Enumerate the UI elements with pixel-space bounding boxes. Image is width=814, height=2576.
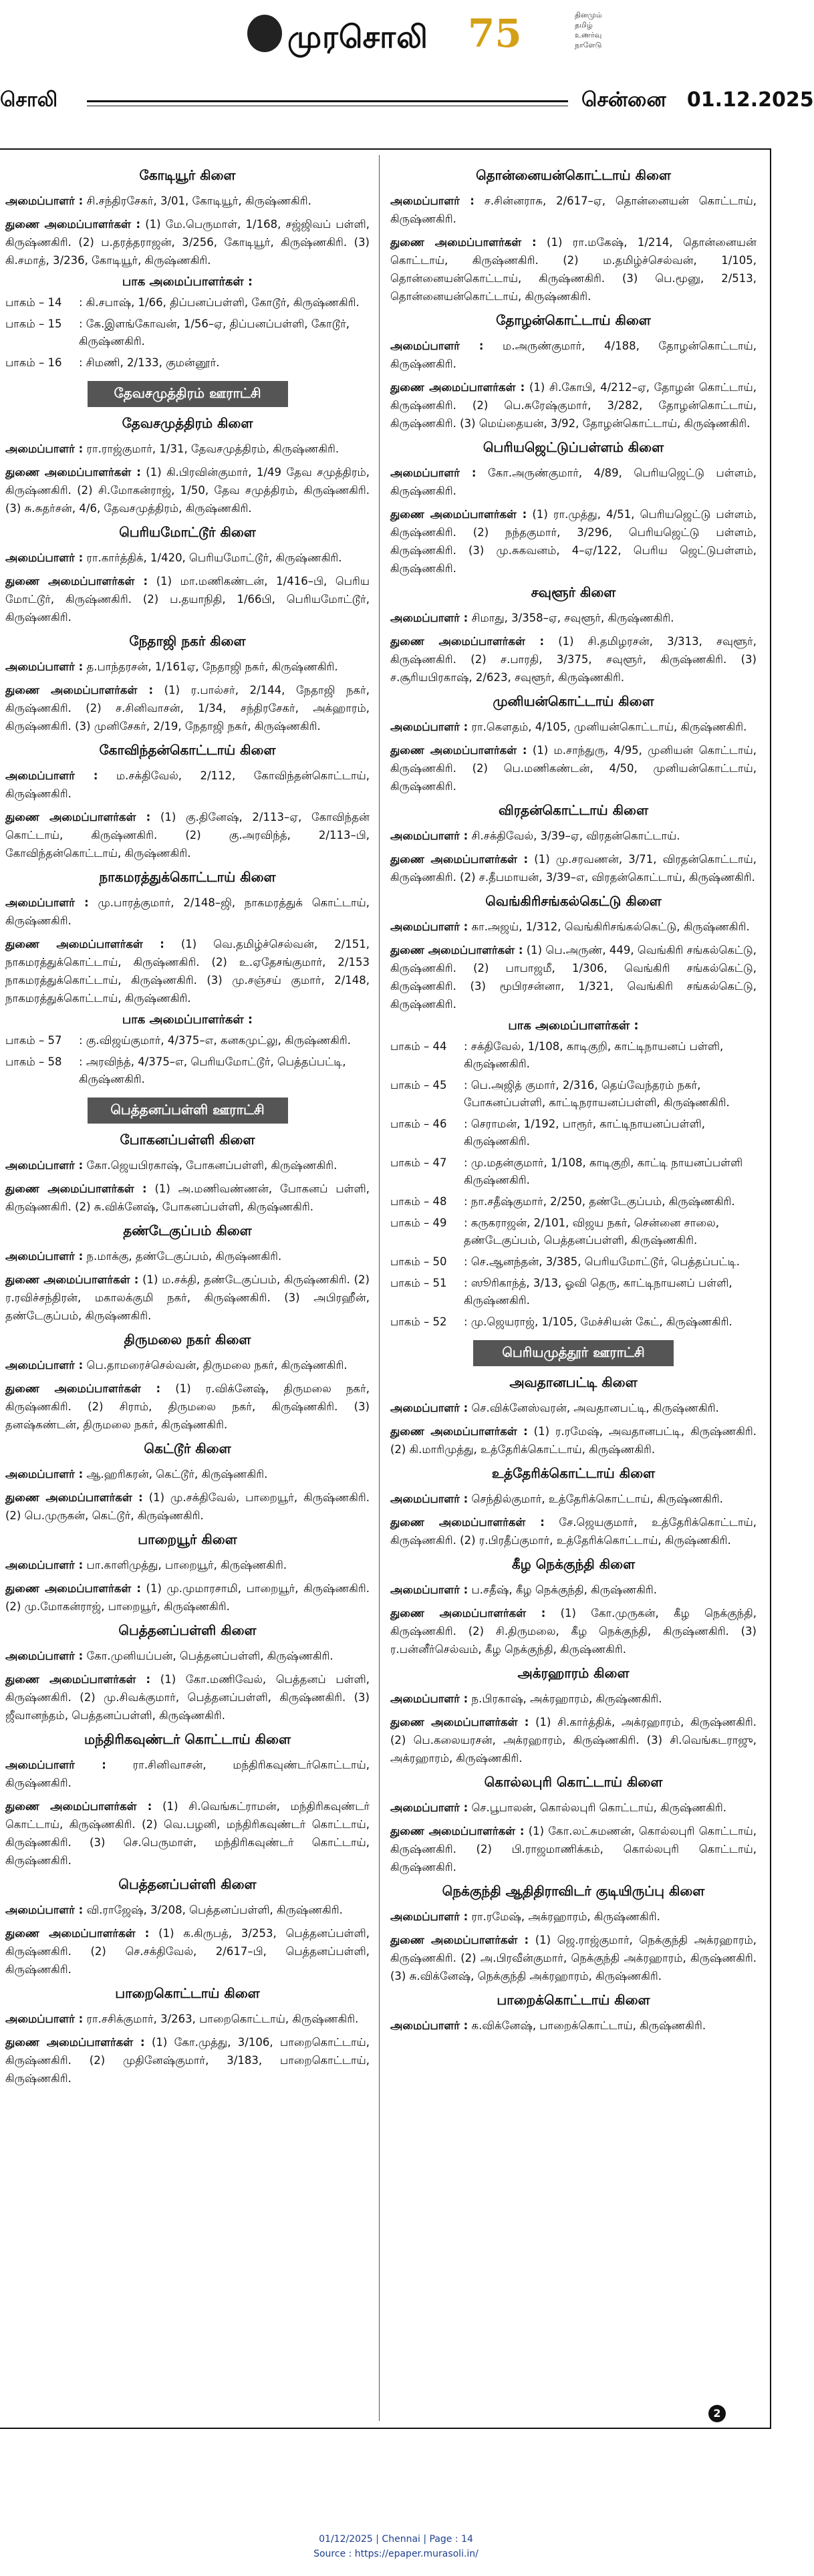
branch-organizer	[5, 1756, 370, 1792]
organizer-label: அமைப்பாளர் :	[5, 551, 84, 564]
deputies-label: துணை அமைப்பாளர்கள் :	[390, 744, 527, 757]
organizer-name: மு.பாரத்குமார், 2/148–ஜி, நாகமரத்துக் கொட்டாய், கிருஷ்ணகிரி.	[5, 896, 370, 927]
branch-organizer	[390, 337, 757, 373]
paper-name-fragment: சொலி	[0, 88, 58, 112]
deputies-names: (1) பெ.அருண், 449, வெங்கிரி சங்கல்கெட்டு, கிருஷ்ணகிரி. (2) பாபாஜமீ, 1/306, வெங்கிரி சங்கல்கெட்டு, கிருஷ்ணகிரி. (3) மூபிரசன்னா, 1/321, வெங்கிரி சங்கல்கெட்டு, கிருஷ்ணகிரி.	[390, 944, 757, 1011]
organizer-name: கா.அஜய், 1/312, வெங்கிரிசங்கல்கெட்டு, கிருஷ்ணகிரி.	[471, 920, 750, 933]
city-date	[581, 88, 814, 114]
deputies-label: துணை அமைப்பாளர்கள் :	[390, 853, 529, 866]
deputies-names: (1) கி.பிரவின்குமார், 1/49 தேவ சமுத்திரம், கிருஷ்ணகிரி. (2) சி.மோகன்ராஜ், 1/50, தேவ சமுத்திரம், கிருஷ்ணகிரி. (3) சு.சுதர்சன், 4/6, தேவசமுத்திரம், கிருஷ்ணகிரி.	[5, 466, 370, 515]
branch-title: பெரியஜெட்டுப்பள்ளம் கிளை	[483, 439, 664, 455]
branch-organizer	[390, 1581, 757, 1599]
branch-organizer	[390, 827, 757, 845]
deputies-label: துணை அமைப்பாளர்கள் :	[390, 508, 527, 521]
organizer-label: அமைப்பாளர் :	[5, 442, 84, 455]
deputies-names: (1) கோ.லட்சுமணன், கொல்லபுரி கொட்டாய், கிருஷ்ணகிரி. (2) பி.ராஜமாணிக்கம், கொல்லபுரி கொட்டாய், கிருஷ்ணகிரி.	[390, 1825, 757, 1874]
bhaga-row	[390, 1038, 757, 1073]
branch-deputies	[5, 215, 370, 269]
organizer-label: அமைப்பாளர் :	[390, 2019, 468, 2032]
bhaga-row	[390, 1275, 757, 1309]
bhaga-row	[5, 294, 370, 311]
branch-deputies	[390, 1422, 757, 1458]
branch-title: தண்டேகுப்பம் கிளை	[123, 1222, 252, 1239]
bhaga-member: : அரவிந்த், 4/375–எ, பெரியமோட்டூர், பெத்தப்பட்டி, கிருஷ்ணகிரி.	[79, 1055, 346, 1085]
deputies-label: துணை அமைப்பாளர்கள் :	[390, 1425, 528, 1438]
organizer-label: அமைப்பாளர் :	[5, 1468, 84, 1480]
organizer-label: அமைப்பாளர் :	[5, 2013, 84, 2025]
deputies-label: துணை அமைப்பாளர்கள் :	[5, 1673, 151, 1686]
branch-deputies	[5, 1797, 370, 1870]
organizer-label: அமைப்பாளர் :	[5, 896, 89, 909]
organizer-label: அமைப்பாளர் :	[5, 1250, 84, 1263]
organizer-name: சிமாது, 3/358–ஏ, சவுளூர், கிருஷ்ணகிரி.	[471, 612, 674, 624]
branch-organizer	[5, 1247, 370, 1265]
bhaga-number: பாகம் – 14	[5, 296, 62, 309]
organizer-name: ரா.கௌதம், 4/105, முனியன்கொட்டாய், கிருஷ்ணகிரி.	[471, 721, 747, 733]
organizer-label: அமைப்பாளர் :	[390, 1692, 468, 1705]
deputies-label: துணை அமைப்பாளர்கள் :	[5, 218, 141, 231]
deputies-label: துணை அமைப்பாளர்கள் :	[390, 1516, 545, 1529]
organizer-label: அமைப்பாளர் :	[390, 1910, 468, 1923]
deputies-label: துணை அமைப்பாளர்கள் :	[5, 1273, 139, 1286]
branch-deputies	[5, 1380, 370, 1434]
organizer-name: செ.விக்னேஸ்வரன், அவதானபட்டி, கிருஷ்ணகிரி.	[471, 1402, 719, 1414]
bhaga-row	[5, 1032, 370, 1049]
deputies-label: துணை அமைப்பாளர்கள் :	[390, 236, 537, 249]
organizer-name: ரா.சினிவாசன், மந்திரிகவுண்டர்கொட்டாய், கிருஷ்ணகிரி.	[5, 1759, 370, 1789]
bhaga-number: பாகம் – 16	[5, 356, 62, 369]
branch-deputies	[390, 741, 757, 795]
deputies-label: துணை அமைப்பாளர்கள் :	[5, 1800, 152, 1813]
bhaga-number: பாகம் – 49	[390, 1216, 447, 1229]
newspaper-logo[interactable]	[247, 7, 602, 60]
organizer-label: அமைப்பாளர் :	[390, 829, 468, 842]
branch-title: மந்திரிகவுண்டர் கொட்டாய் கிளை	[84, 1731, 291, 1747]
deputies-names: (1) ரா.முத்து, 4/51, பெரியஜெட்டு பள்ளம், கிருஷ்ணகிரி. (2) நந்தகுமார், 3/296, பெரியஜெட்டு பள்ளம், கிருஷ்ணகிரி. (3) மு.சுகவனம், 4–ஏ/122, பெரிய ஜெட்டுபள்ளம், கிருஷ்ணகிரி.	[390, 508, 757, 575]
branch-title: பாறையூர் கிளை	[138, 1531, 237, 1547]
organizer-label: அமைப்பாளர் :	[5, 1904, 84, 1916]
deputies-label: துணை அமைப்பாளர்கள் :	[5, 2036, 145, 2049]
branch-title: விரதன்கொட்டாய் கிளை	[498, 802, 649, 818]
deputies-names: (1) கோ.முத்து, 3/106, பாறைகொட்டாய், கிருஷ்ணகிரி. (2) முதினேஷ்குமார், 3/183, பாறைகொட்டாய், கிருஷ்ணகிரி.	[5, 2036, 370, 2085]
deputies-label: துணை அமைப்பாளர்கள் :	[390, 1607, 546, 1620]
organizer-label: அமைப்பாளர் :	[5, 1759, 106, 1771]
branch-deputies	[5, 935, 370, 1007]
branch-title: நாகமரத்துக்கொட்டாய் கிளை	[99, 869, 276, 885]
branch-organizer	[390, 1799, 757, 1817]
bhaga-number: பாகம் – 58	[5, 1055, 62, 1068]
branch-title: நெக்குந்தி ஆதிதிராவிடர் குடியிருப்பு கிளை	[442, 1883, 705, 1899]
branch-deputies	[5, 1271, 370, 1325]
running-header	[0, 88, 814, 118]
branch-organizer	[5, 1465, 370, 1483]
branch-organizer	[390, 918, 757, 936]
organizer-label: அமைப்பாளர் :	[390, 195, 474, 207]
deputies-names: (1) ர.பால்சர், 2/144, நேதாஜி நகர், கிருஷ்ணகிரி. (2) ச.சினிவாசன், 1/34, சந்திரசேகர், அக்ஹாரம், கிருஷ்ணகிரி. (3) முனிசேகர், 2/19, நேதாஜி நகர், கிருஷ்ணகிரி.	[5, 684, 370, 733]
bhaga-row	[390, 1077, 757, 1112]
deputies-label: துணை அமைப்பாளர்கள் :	[5, 1927, 150, 1940]
footer-source-link[interactable]: Source : https://epaper.murasoli.in/	[313, 2549, 479, 2559]
deputies-label: துணை அமைப்பாளர்கள் :	[5, 1182, 147, 1195]
deputies-names: (1) ஜெ.ராஜ்குமார், நெக்குந்தி அக்ரஹாரம், கிருஷ்ணகிரி. (2) அ.பிரவீன்குமார், நெக்குந்தி அக்ரஹாரம், கிருஷ்ணகிரி. (3) சு.விக்னேஷ், நெக்குந்தி அக்ரஹாரம், கிருஷ்ணகிரி.	[390, 1934, 757, 1982]
organizer-label: அமைப்பாளர் :	[390, 340, 484, 352]
deputies-names: (1) கு.தினேஷ், 2/113–ஏ, கோவிந்தன் கொட்டாய், கிருஷ்ணகிரி. (2) கு.அரவிந்த், 2/113–பி, கோவிந்தன்கொட்டாய், கிருஷ்ணகிரி.	[5, 811, 370, 860]
branch-title: பெரியமோட்டூர் கிளை	[119, 524, 256, 540]
branch-deputies	[390, 1713, 757, 1767]
branch-organizer	[5, 1556, 370, 1574]
bhaga-member: : மு.ஜெயராஜ், 1/105, மேச்சியன் கேட், கிருஷ்ணகிரி.	[464, 1315, 732, 1328]
header-rule	[87, 100, 568, 102]
bhaga-number: பாகம் – 45	[390, 1079, 447, 1091]
organizer-name: சி.சந்திரசேகர், 3/01, கோடியூர், கிருஷ்ணகிரி.	[86, 195, 311, 207]
deputies-label: துணை அமைப்பாளர்கள் :	[5, 811, 151, 823]
branch-organizer	[390, 2017, 757, 2035]
deputies-names: (1) சி.கார்த்திக், அக்ரஹாரம், கிருஷ்ணகிரி. (2) பெ.கலையரசன், அக்ரஹாரம், கிருஷ்ணகிரி. (3) சி.வெங்கடராஜு, அக்ரஹாரம், கிருஷ்ணகிரி.	[390, 1716, 757, 1765]
bhaga-heading: பாக அமைப்பாளர்கள் :	[122, 275, 253, 289]
bhaga-number: பாகம் – 48	[390, 1195, 447, 1208]
organizer-name: கோ.ஜெயபிரகாஷ், போகனப்பள்ளி, கிருஷ்ணகிரி.	[86, 1159, 337, 1172]
deputies-names: (1) க.கிருபத், 3/253, பெத்தனப்பள்ளி, கிருஷ்ணகிரி. (2) செ.சக்திவேல், 2/617–பி, பெத்தனப்பள்ளி, கிருஷ்ணகிரி.	[5, 1927, 370, 1976]
bhaga-member: : மு.மதன்குமார், 1/108, காடிகுறி, காட்டி நாயனப்பள்ளி கிருஷ்ணகிரி.	[464, 1156, 743, 1186]
branch-deputies	[390, 1931, 757, 1985]
organizer-label: அமைப்பாளர் :	[5, 1650, 84, 1662]
deputies-label: துணை அமைப்பாளர்கள் :	[390, 635, 545, 648]
branch-title: தோழன்கொட்டாய் கிளை	[496, 312, 651, 328]
deputies-label: துணை அமைப்பாளர்கள் :	[5, 1491, 143, 1504]
bhaga-number: பாகம் – 57	[5, 1034, 62, 1047]
bhaga-number: பாகம் – 44	[390, 1040, 447, 1053]
branch-title: கோவிந்தன்கொட்டாய் கிளை	[99, 742, 276, 758]
branch-deputies	[5, 463, 370, 517]
branch-deputies	[5, 1180, 370, 1216]
branch-deputies	[5, 808, 370, 862]
organizer-name: ந.மாக்கு, தண்டேகுப்பம், கிருஷ்ணகிரி.	[86, 1250, 282, 1263]
bhaga-member: : செ.ஆனந்தன், 3/385, பெரியமோட்டூர், பெத்தப்பட்டி.	[464, 1255, 740, 1268]
sun-emblem-icon	[247, 15, 282, 52]
bhaga-number: பாகம் – 47	[390, 1156, 447, 1169]
organizer-name: பா.காளிமுத்து, பாறையூர், கிருஷ்ணகிரி.	[86, 1559, 287, 1571]
bhaga-member: : பெ.அஜித் குமார், 2/316, தெய்வேந்தரம் நகர், போகனப்பள்ளி, காட்டிநராயனப்பள்ளி, கிருஷ்ணகிரி.	[464, 1079, 730, 1109]
branch-deputies	[390, 941, 757, 1013]
deputies-label: துணை அமைப்பாளர்கள் :	[5, 466, 141, 479]
deputies-names: (1) மு.சக்திவேல், பாறையூர், கிருஷ்ணகிரி. (2) பெ.முருகன், கெட்டூர், கிருஷ்ணகிரி.	[5, 1491, 370, 1522]
bhaga-row	[390, 1313, 757, 1331]
organizer-label: அமைப்பாளர் :	[5, 195, 84, 207]
bhaga-member: : செராமன், 1/192, பாரூர், காட்டிநாயனப்பள்ளி, கிருஷ்ணகிரி.	[464, 1118, 705, 1148]
bhaga-member: : சிமணி, 2/133, குமன்னூர்.	[79, 356, 220, 369]
organizer-label: அமைப்பாளர் :	[390, 1402, 468, 1414]
organizer-label: அமைப்பாளர் :	[390, 467, 477, 479]
union-heading: தேவசமுத்திரம் ஊராட்சி	[88, 381, 288, 407]
bhaga-member: : ஸூரிகாந்த், 3/13, ஓவி தெரு, காட்டிநாயனப் பள்ளி, கிருஷ்ணகிரி.	[464, 1277, 732, 1307]
deputies-label: துணை அமைப்பாளர்கள் :	[390, 944, 523, 956]
deputies-names: (1) சி.கோபி, 4/212–ஏ, தோழன் கொட்டாய், கிருஷ்ணகிரி. (2) பெ.சுரேஷ்குமார், 3/282, தோழன்கொட்டாய், கிருஷ்ணகிரி. (3) மெய்தையன், 3/92, தோழன்கொட்டாய், கிருஷ்ணகிரி.	[390, 381, 757, 430]
branch-organizer	[390, 1908, 757, 1926]
deputies-names: (1) ர.விக்னேஷ், திருமலை நகர், கிருஷ்ணகிரி. (2) சிராம், திருமலை நகர், கிருஷ்ணகிரி. (3) தனஷ்கண்டன், திருமலை நகர், கிருஷ்ணகிரி.	[5, 1382, 370, 1431]
branch-organizer	[390, 718, 757, 736]
branch-title: கோடியூர் கிளை	[139, 167, 236, 183]
organizer-name: கோ.அருண்குமார், 4/89, பெரியஜெட்டு பள்ளம், கிருஷ்ணகிரி.	[390, 467, 757, 497]
deputies-names: (1) மே.பெருமாள், 1/168, சஜ்ஜிவப் பள்ளி, கிருஷ்ணகிரி. (2) ப.தரத்தராஜன், 3/256, கோடியூர், கிருஷ்ணகிரி. (3) கி.சமாத், 3/236, கோடியூர், கிருஷ்ணகிரி.	[5, 218, 370, 267]
deputies-names: (1) மா.மணிகண்டன், 1/416–பி, பெரிய மோட்டூர், கிருஷ்ணகிரி. (2) ப.தயாநிதி, 1/66பி, பெரியமோட்டூர், கிருஷ்ணகிரி.	[5, 575, 370, 624]
deputies-names: சே.ஜெயகுமார், உத்தேரிக்கொட்டாய், கிருஷ்ணகிரி. (2) ர.பிரதீப்குமார், உத்தேரிக்கொட்டாய், கிருஷ்ணகிரி.	[390, 1516, 757, 1547]
branch-deputies	[5, 1670, 370, 1724]
deputies-label: துணை அமைப்பாளர்கள் :	[390, 1716, 529, 1728]
branch-deputies	[390, 1822, 757, 1876]
deputies-label: துணை அமைப்பாளர்கள் :	[390, 1825, 525, 1837]
organizer-label: அமைப்பாளர் :	[5, 1159, 84, 1172]
bhaga-number: பாகம் – 51	[390, 1277, 447, 1289]
organizer-name: கோ.முனியப்பன், பெத்தனப்பள்ளி, கிருஷ்ணகிரி.	[86, 1650, 333, 1662]
branch-title: பெத்தனப்பள்ளி கிளை	[118, 1622, 257, 1638]
deputies-names: (1) மு.முமாரசாமி, பாறையூர், கிருஷ்ணகிரி. (2) மு.மோகன்ராஜ், பாறையூர், கிருஷ்ணகிரி.	[5, 1582, 370, 1613]
branch-organizer	[5, 658, 370, 676]
branch-title: அவதானபட்டி கிளை	[509, 1374, 638, 1390]
branch-organizer	[390, 464, 757, 500]
bhaga-heading: பாக அமைப்பாளர்கள் :	[122, 1013, 253, 1027]
organizer-label: அமைப்பாளர் :	[390, 1583, 468, 1596]
page-number-badge: 2	[708, 2405, 726, 2422]
branch-title: சவுளூர் கிளை	[531, 584, 616, 600]
bhaga-row	[5, 315, 370, 350]
branch-title: நேதாஜி நகர் கிளை	[129, 633, 246, 649]
branch-title: பாறைக்கொட்டாய் கிளை	[497, 1992, 650, 2008]
organizer-name: சி.சக்திவேல், 3/39–ஏ, விரதன்கொட்டாய்.	[471, 829, 680, 842]
organizer-name: ரா.கார்த்திக், 1/420, பெரியமோட்டூர், கிருஷ்ணகிரி.	[86, 551, 342, 564]
organizer-name: பெ.தாமரைச்செல்வன், திருமலை நகர், கிருஷ்ணகிரி.	[86, 1359, 348, 1372]
organizer-label: அமைப்பாளர் :	[5, 660, 84, 673]
bhaga-row	[390, 1253, 757, 1271]
branch-deputies	[390, 1604, 757, 1658]
branch-deputies	[5, 681, 370, 735]
branch-organizer	[390, 609, 757, 627]
bhaga-member: : சக்திவேல், 1/108, காடிகுறி, காட்டிநாயனப் பள்ளி, கிருஷ்ணகிரி.	[464, 1040, 724, 1070]
branch-deputies	[5, 1489, 370, 1525]
bhaga-member: : கே.இளங்கோவன், 1/56–ஏ, திப்பனப்பள்ளி, கோடூர், கிருஷ்ணகிரி.	[79, 317, 350, 348]
branch-organizer	[390, 192, 757, 228]
organizer-name: செ.பூபாலன், கொல்லபுரி கொட்டாய், கிருஷ்ணகிரி.	[471, 1801, 727, 1814]
branch-title: வெங்கிரிசங்கல்கெட்டு கிளை	[485, 893, 662, 909]
branch-organizer	[5, 2010, 370, 2028]
branch-title: அக்ரஹாரம் கிளை	[517, 1665, 630, 1681]
organizer-label: அமைப்பாளர் :	[390, 1493, 468, 1505]
branch-organizer	[5, 1647, 370, 1665]
deputies-names: (1) மு.சரவணன், 3/71, விரதன்கொட்டாய், கிருஷ்ணகிரி. (2) ச.தீபமாயன், 3/39–எ, விரதன்கொட்டாய், கிருஷ்ணகிரி.	[390, 853, 757, 884]
branch-organizer	[5, 440, 370, 458]
branch-title: கீழ நெக்குந்தி கிளை	[511, 1556, 636, 1572]
deputies-names: (1) ம.சக்தி, தண்டேகுப்பம், கிருஷ்ணகிரி. (2) ர.ரவிச்சந்திரன், மகாலக்குமி நகர், கிருஷ்ணகிரி. (3) அபிரஹீன், தண்டேகுப்பம், கிருஷ்ணகிரி.	[5, 1273, 370, 1322]
branch-title: முனியன்கொட்டாய் கிளை	[493, 693, 654, 709]
bhaga-number: பாகம் – 46	[390, 1118, 447, 1130]
branch-organizer	[5, 192, 370, 210]
organizer-label: அமைப்பாளர் :	[5, 769, 98, 782]
deputies-names: (1) ர.ரமேஷ், அவதானபட்டி, கிருஷ்ணகிரி. (2) கி.மாரிமுத்து, உத்தேரிக்கொட்டாய், கிருஷ்ணகிரி.	[390, 1425, 757, 1456]
branch-organizer	[5, 1156, 370, 1174]
deputies-names: (1) ரா.மகேஷ், 1/214, தொன்னையன் கொட்டாய், கிருஷ்ணகிரி. (2) ம.தமிழ்ச்செல்வன், 1/105, தொன்னையன்கொட்டாய், கிருஷ்ணகிரி. (3) பெ.மூனு, 2/513, தொன்னையன்கொட்டாய், கிருஷ்ணகிரி.	[390, 236, 757, 303]
masthead	[0, 0, 792, 67]
deputies-label: துணை அமைப்பாளர்கள் :	[5, 575, 148, 588]
organizer-name: ம.அருண்குமார், 4/188, தோழன்கொட்டாய், கிருஷ்ணகிரி.	[390, 340, 757, 370]
organizer-label: அமைப்பாளர் :	[390, 1801, 468, 1814]
deputies-names: (1) ம.சாந்துரு, 4/95, முனியன் கொட்டாய், கிருஷ்ணகிரி. (2) பெ.மணிகண்டன், 4/50, முனியன்கொட்டாய், கிருஷ்ணகிரி.	[390, 744, 757, 793]
organizer-label: அமைப்பாளர் :	[390, 612, 468, 624]
branch-deputies	[390, 1513, 757, 1549]
bhaga-member: : கி.சபாஷ், 1/66, திப்பனப்பள்ளி, கோடூர், கிருஷ்ணகிரி.	[79, 296, 360, 309]
right-column	[390, 160, 757, 2040]
footer-edition-info: 01/12/2025 | Chennai | Page : 14	[319, 2534, 473, 2545]
deputies-label: துணை அமைப்பாளர்கள் :	[5, 1582, 141, 1595]
deputies-label: துணை அமைப்பாளர்கள் :	[5, 684, 154, 696]
bhaga-member: : கருகராஜன், 2/101, விஜய நகர், சென்னை சாலை, தண்டேகுப்பம், பெத்தனப்பள்ளி, கிருஷ்ணகிரி.	[464, 1216, 719, 1247]
branch-title: தேவசமுத்திரம் கிளை	[122, 415, 253, 431]
organizer-name: வி.ராஜேஷ், 3/208, பெத்தனப்பள்ளி, கிருஷ்ணகிரி.	[86, 1904, 343, 1916]
footer	[0, 2532, 792, 2561]
branch-deputies	[390, 378, 757, 432]
deputies-names: (1) சி.வெங்கட்ராமன், மந்திரிகவுண்டர் கொட்டாய், கிருஷ்ணகிரி. (2) வெ.பழனி, மந்திரிகவுண்டர் கொட்டாய், கிருஷ்ணகிரி. (3) செ.பெருமாள், மந்திரிகவுண்டர் கொட்டாய், கிருஷ்ணகிரி.	[5, 1800, 370, 1867]
branch-title: தொன்னையன்கொட்டாய் கிளை	[476, 167, 671, 183]
organizer-label: அமைப்பாளர் :	[390, 721, 468, 733]
bhaga-member: : கு.விஜய்குமார், 4/375–எ, கனகமுட்லு, கிருஷ்ணகிரி.	[79, 1034, 351, 1047]
branch-deputies	[390, 505, 757, 577]
deputies-label: துணை அமைப்பாளர்கள் :	[5, 1382, 161, 1395]
branch-organizer	[5, 894, 370, 930]
city: சென்னை	[581, 88, 666, 112]
organizer-label: அமைப்பாளர் :	[390, 920, 468, 933]
branch-title: பெத்தனப்பள்ளி கிளை	[118, 1876, 257, 1892]
branch-organizer	[5, 1901, 370, 1919]
organizer-label: அமைப்பாளர் :	[5, 1559, 84, 1571]
branch-deputies	[5, 1924, 370, 1978]
branch-title: பாறைகொட்டாய் கிளை	[115, 1985, 260, 2001]
left-column	[5, 160, 370, 2093]
column-divider	[379, 155, 380, 2421]
organizer-name: ம.சக்திவேல், 2/112, கோவிந்தன்கொட்டாய், கிருஷ்ணகிரி.	[5, 769, 370, 800]
bhaga-row	[390, 1193, 757, 1210]
bhaga-number: பாகம் – 15	[5, 317, 62, 330]
branch-deputies	[390, 233, 757, 305]
deputies-names: (1) வெ.தமிழ்ச்செல்வன், 2/151, நாகமரத்துக்கொட்டாய், கிருஷ்ணகிரி. (2) உ.ஏதேசங்குமார், 2/153 நாகமரத்துக்கொட்டாய், கிருஷ்ணகிரி. (3) மு.சஞ்சய் குமார், 2/148, நாகமரத்துக்கொட்டாய், கிருஷ்ணகிரி.	[5, 938, 370, 1005]
logo-text: முரசொலி	[287, 19, 428, 55]
bhaga-number: பாகம் – 50	[390, 1255, 447, 1268]
deputies-names: (1) சி.தமிழரசன், 3/313, சவுளூர், கிருஷ்ணகிரி. (2) ச.பாரதி, 3/375, சவுளூர், கிருஷ்ணகிரி. (3) ச.சூரியபிரகாஷ், 2/623, சவுளூர், கிருஷ்ணகிரி.	[390, 635, 757, 684]
branch-deputies	[390, 850, 757, 886]
branch-title: திருமலை நகர் கிளை	[124, 1331, 251, 1347]
bhaga-heading: பாக அமைப்பாளர்கள் :	[508, 1019, 639, 1033]
organizer-name: ரா.ராஜ்குமார், 1/31, தேவசமுத்திரம், கிருஷ்ணகிரி.	[86, 442, 340, 455]
bhaga-member: : நா.சதீஷ்குமார், 2/250, தண்டேகுப்பம், கிருஷ்ணகிரி.	[464, 1195, 735, 1208]
organizer-name: ந.பிரகாஷ், அக்ரஹாரம், கிருஷ்ணகிரி.	[471, 1692, 662, 1705]
branch-title: கொல்லபுரி கொட்டாய் கிளை	[484, 1774, 663, 1790]
deputies-label: துணை அமைப்பாளர்கள் :	[5, 938, 164, 950]
branch-organizer	[5, 767, 370, 803]
branch-title: கெட்டூர் கிளை	[144, 1440, 231, 1456]
branch-title: போகனப்பள்ளி கிளை	[120, 1132, 255, 1148]
deputies-names: (1) கோ.முருகன், கீழ நெக்குந்தி, கிருஷ்ணகிரி. (2) சி.திருமலை, கீழ நெக்குந்தி, கிருஷ்ணகிரி. (3) ர.பன்னீர்செல்வம், கீழ நெக்குந்தி, கிருஷ்ணகிரி.	[390, 1607, 757, 1656]
branch-title: உத்தேரிக்கொட்டாய் கிளை	[491, 1465, 656, 1481]
branch-deputies	[390, 632, 757, 686]
tagline: தினமும் தமிழ் உணர்வு நாளேடு	[575, 11, 602, 49]
bhaga-row	[390, 1214, 757, 1249]
organizer-name: த.பாந்தரசன், 1/161ஏ, நேதாஜி நகர், கிருஷ்ணகிரி.	[86, 660, 338, 673]
anniversary-75-badge: 75	[468, 11, 522, 56]
deputies-label: துணை அமைப்பாளர்கள் :	[390, 1934, 529, 1946]
organizer-name: ரா.சசிக்குமார், 3/263, பாறைகொட்டாய், கிருஷ்ணகிரி.	[86, 2013, 359, 2025]
organizer-name: செந்தில்குமார், உத்தேரிக்கொட்டாய், கிருஷ்ணகிரி.	[471, 1493, 723, 1505]
organizer-name: க.விக்னேஷ், பாறைக்கொட்டாய், கிருஷ்ணகிரி.	[471, 2019, 706, 2032]
issue-date: 01.12.2025	[686, 88, 814, 112]
organizer-name: ப.சதீஷ், கீழ நெக்குந்தி, கிருஷ்ணகிரி.	[471, 1583, 658, 1596]
organizer-name: ஆ.ஹரிகரன், கெட்டூர், கிருஷ்ணகிரி.	[86, 1468, 268, 1480]
branch-deputies	[5, 1579, 370, 1616]
branch-organizer	[5, 549, 370, 567]
branch-deputies	[5, 572, 370, 626]
bhaga-row	[390, 1154, 757, 1189]
union-heading: பெரியமுத்தூர் ஊராட்சி	[473, 1340, 674, 1366]
deputies-names: (1) அ.மணிவண்ணன், போகனப் பள்ளி, கிருஷ்ணகிரி. (2) சு.விக்னேஷ், போகனப்பள்ளி, கிருஷ்ணகிரி.	[5, 1182, 370, 1213]
branch-organizer	[5, 1356, 370, 1374]
bhaga-number: பாகம் – 52	[390, 1315, 447, 1328]
bhaga-row	[390, 1116, 757, 1150]
union-heading: பெத்தனப்பள்ளி ஊராட்சி	[88, 1098, 288, 1124]
bhaga-row	[5, 354, 370, 372]
branch-organizer	[390, 1690, 757, 1708]
branch-deputies	[5, 2033, 370, 2087]
branch-organizer	[390, 1490, 757, 1508]
deputies-label: துணை அமைப்பாளர்கள் :	[390, 381, 525, 394]
organizer-name: ச.சின்னராசு, 2/617–ஏ, தொன்னையன் கொட்டாய், கிருஷ்ணகிரி.	[390, 195, 757, 225]
branch-organizer	[390, 1399, 757, 1417]
deputies-names: (1) கோ.மணிவேல், பெத்தனப் பள்ளி, கிருஷ்ணகிரி. (2) மு.சிவக்குமார், பெத்தனப்பள்ளி, கிருஷ்ணகிரி. (3) ஜீவானந்தம், பெத்தனப்பள்ளி, கிருஷ்ணகிரி.	[5, 1673, 370, 1722]
organizer-name: ரா.ரமேஷ், அக்ரஹாரம், கிருஷ்ணகிரி.	[471, 1910, 660, 1923]
bhaga-row	[5, 1053, 370, 1088]
organizer-label: அமைப்பாளர் :	[5, 1359, 84, 1372]
